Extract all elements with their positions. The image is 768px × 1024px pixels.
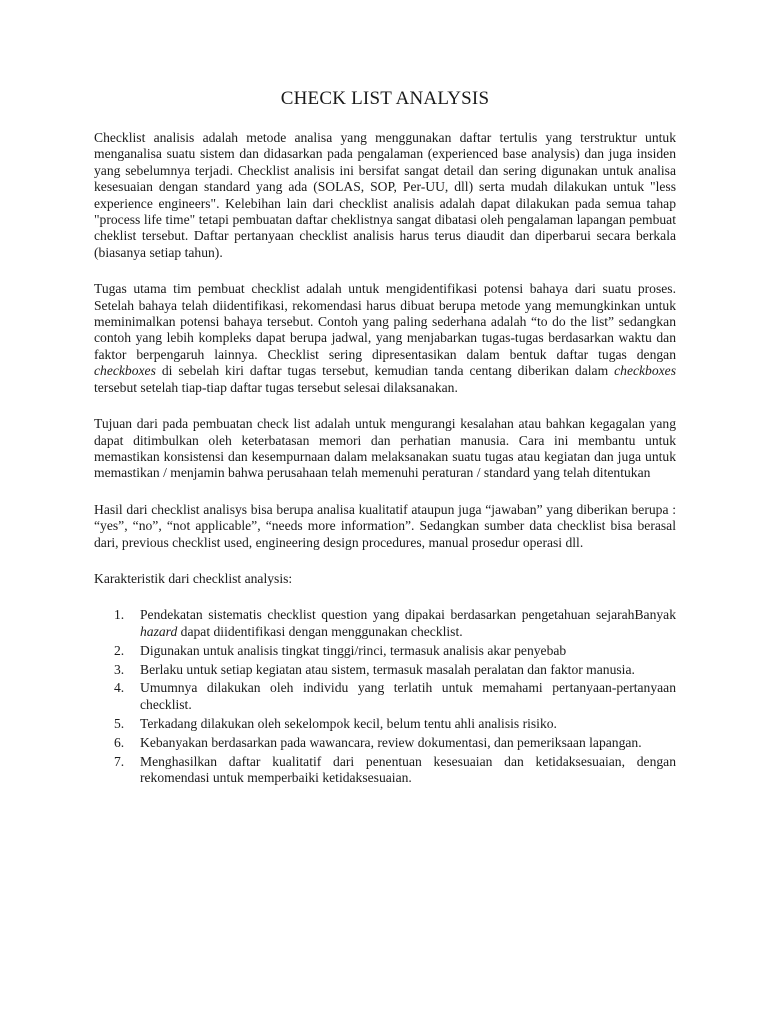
list-item-text-part: dapat diidentifikasi dengan menggunakan checklist. — [177, 623, 463, 639]
list-item-text: Terkadang dilakukan oleh sekelompok kecil, belum tentu ahli analisis risiko. — [140, 715, 557, 731]
emphasis-hazard: hazard — [140, 623, 178, 639]
list-item — [94, 754, 676, 787]
list-item — [94, 607, 676, 640]
emphasis-checkboxes: checkboxes — [614, 363, 676, 379]
list-item-text: Umumnya dilakukan oleh individu yang terlatih untuk memahami pertanyaan-pertanyaan checklist. — [140, 680, 676, 712]
paragraph-text: tersebut setelah tiap-tiap daftar tugas tersebut selesai dilaksanakan. — [94, 379, 458, 395]
paragraph-purpose: Tujuan dari pada pembuatan check list adalah untuk mengurangi kesalahan atau bahkan kegagalan yang dapat ditimbulkan oleh keterbatasan memori dan perhatian manusia. Cara ini membantu untuk memastikan konsistensi dan kesempurnaan dalam melaksanakan suatu tugas atau kegiatan dan juga untuk memastikan / menjamin bahwa perusahaan telah memenuhi peraturan / standard yang telah ditentukan — [94, 416, 676, 481]
list-item-text: Digunakan untuk analisis tingkat tinggi/rinci, termasuk analisis akar penyebab — [140, 642, 567, 658]
paragraph-characteristics-heading: Karakteristik dari checklist analysis: — [94, 570, 293, 586]
list-item-number: 1. — [114, 607, 125, 623]
list-item-number: 6. — [114, 734, 125, 750]
list-item — [94, 735, 676, 751]
list-item-number: 2. — [114, 642, 125, 658]
document-title: CHECK LIST ANALYSIS — [280, 88, 490, 109]
characteristics-list — [94, 607, 676, 786]
list-item — [94, 716, 676, 732]
paragraph-definition: Checklist analisis adalah metode analisa yang menggunakan daftar tertulis yang terstruktur untuk menganalisa suatu sistem dan didasarkan pada pengalaman (experienced base analysis) dan juga insiden yang sebelumnya terjadi. Checklist analisis ini bersifat sangat detail dan sering digunakan untuk analisa kesesuaian dengan standard yang ada (SOLAS, SOP, Per-UU, dll) serta mudah dilakukan untuk "less experience engineers". Kelebihan lain dari checklist analisis adalah dapat dilakukan pada semua tahap "process life time" tetapi pembuatan daftar cheklistnya sangat dibatasi oleh pengalaman lapangan pembuat cheklist tersebut. Daftar pertanyaan checklist analisis harus terus diaudit dan diperbarui secara berkala (biasanya setiap tahun). — [94, 130, 676, 260]
paragraph-text: di sebelah kiri daftar tugas tersebut, kemudian tanda centang diberikan dalam — [155, 363, 615, 379]
paragraph-results: Hasil dari checklist analisys bisa berupa analisa kualitatif ataupun juga “jawaban” yang diberikan berupa : “yes”, “no”, “not applicable”, “needs more information”. Sedangkan sumber data checklist bisa berasal dari, previous checklist used, engineering design procedures, manual prosedur operasi dll. — [94, 501, 676, 550]
list-item-number: 5. — [114, 715, 125, 731]
list-item-text: Kebanyakan berdasarkan pada wawancara, review dokumentasi, dan pemeriksaan lapangan. — [140, 734, 642, 750]
list-item-number: 3. — [114, 661, 125, 677]
list-item-number: 4. — [114, 680, 125, 696]
list-item-text — [140, 607, 676, 640]
paragraph-team-task — [94, 281, 676, 396]
list-item-text: Berlaku untuk setiap kegiatan atau sistem, termasuk masalah peralatan dan faktor manusia. — [140, 661, 635, 677]
list-item-number: 7. — [114, 753, 125, 769]
emphasis-checkboxes: checkboxes — [94, 363, 156, 379]
list-item — [94, 680, 676, 713]
list-item — [94, 643, 676, 659]
paragraph-text: Tugas utama tim pembuat checklist adalah untuk mengidentifikasi potensi bahaya dari suatu proses. Setelah bahaya telah diidentifikasi, rekomendasi harus dibuat berupa metode yang memungkinkan untuk meminimalkan potensi bahaya tersebut. Contoh yang paling sederhana adalah “to do the list” sedangkan contoh yang lebih kompleks dapat berupa jadwal, yang menjabarkan tugas-tugas berdasarkan waktu dan faktor berpengaruh lainnya. Checklist sering dipresentasikan dalam bentuk daftar tugas dengan — [94, 281, 676, 362]
list-item — [94, 662, 676, 678]
list-item-text: Menghasilkan daftar kualitatif dari penentuan kesesuaian dan ketidaksesuaian, dengan rekomendasi untuk memperbaiki ketidaksesuaian. — [140, 753, 676, 785]
list-item-text-part: Pendekatan sistematis checklist question yang dipakai berdasarkan pengetahuan sejarahBanyak — [140, 607, 676, 623]
